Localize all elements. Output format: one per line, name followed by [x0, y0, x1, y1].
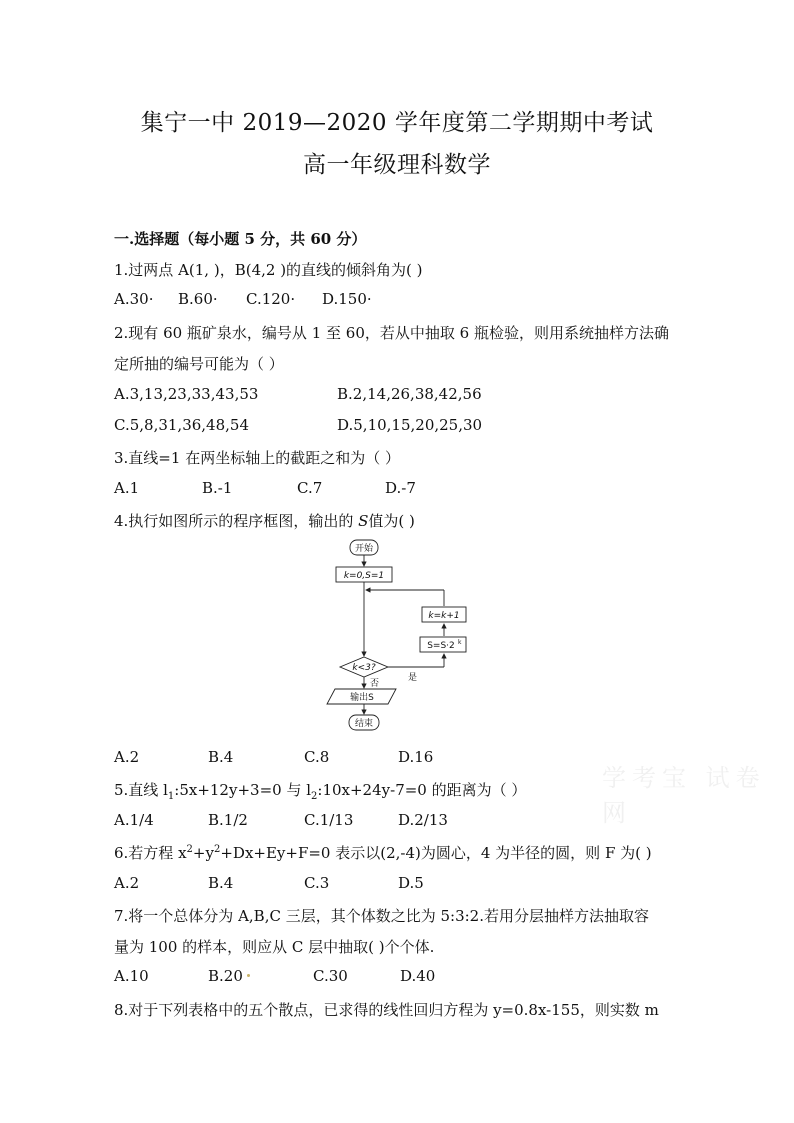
flow-no-label: 否	[370, 679, 380, 689]
q2-option-c: C.5,8,31,36,48,54	[114, 416, 249, 434]
q5-stem-prefix: 5.直线 l	[114, 781, 168, 799]
question-5-stem	[114, 779, 526, 802]
q2-option-b: B.2,14,26,38,42,56	[337, 385, 482, 403]
watermark: 学考宝 试卷网	[602, 764, 766, 827]
q5-subscript-2: 2	[311, 791, 318, 802]
q5-subscript-1: 1	[167, 791, 175, 802]
q4-option-b: B.4	[208, 748, 234, 766]
q5-stem-mid2: :10x+24y-7=0 的距离为（ ）	[317, 781, 527, 799]
q4-stem-post: 值为( )	[368, 512, 415, 530]
q4-stem-pre: 4.执行如图所示的程序框图，输出的	[114, 512, 359, 530]
q7-option-a: A.10	[114, 967, 149, 985]
q7-option-d: D.40	[400, 967, 436, 985]
flow-start-label: 开始	[354, 544, 374, 554]
flow-yes-label: 是	[408, 673, 418, 683]
flow-init-label: k=0,S=1	[343, 571, 385, 581]
exam-subtitle: 高一年级理科数学	[303, 152, 491, 178]
q6-superscript-1: 2	[186, 844, 193, 855]
q2-option-d: D.5,10,15,20,25,30	[337, 416, 483, 434]
q6-option-b: B.4	[208, 874, 234, 892]
q4-option-c: C.8	[304, 748, 330, 766]
q1-option-a: A.30·	[114, 290, 154, 308]
q1-option-c: C.120·	[246, 290, 296, 308]
q4-option-a: A.2	[114, 748, 140, 766]
q3-option-d: D.-7	[385, 479, 416, 497]
q3-option-a: A.1	[114, 479, 140, 497]
flow-s-update-exponent: k	[458, 639, 462, 646]
question-7-stem-line2: 量为 100 的样本，则应从 C 层中抽取( )个个体.	[114, 938, 435, 956]
q5-stem-mid1: :5x+12y+3=0 与 l	[174, 781, 312, 799]
question-3-stem: 3.直线=1 在两坐标轴上的截距之和为（ ）	[114, 449, 400, 467]
q7-option-b: B.20	[208, 967, 243, 985]
q4-option-d: D.16	[398, 748, 434, 766]
q5-option-d: D.2/13	[398, 811, 448, 829]
flow-k-update-label: k=k+1	[428, 611, 460, 621]
q5-option-c: C.1/13	[304, 811, 354, 829]
question-8-stem-line1: 8.对于下列表格中的五个散点，已求得的线性回归方程为 y=0.8x-155，则实数 m	[114, 1001, 659, 1019]
q3-option-b: B.-1	[202, 479, 233, 497]
flow-end-label: 结束	[354, 719, 374, 729]
q1-option-d: D.150·	[322, 290, 372, 308]
q2-option-a: A.3,13,23,33,43,53	[114, 385, 259, 403]
question-1-stem: 1.过两点 A(1, )，B(4,2 )的直线的倾斜角为( )	[114, 261, 423, 279]
question-6-stem	[114, 842, 652, 863]
q6-option-c: C.3	[304, 874, 330, 892]
flow-s-update-label: S=S·2	[427, 641, 455, 651]
q5-option-b: B.1/2	[208, 811, 248, 829]
q7-option-c: C.30	[313, 967, 348, 985]
flow-output-label: 输出S	[350, 693, 374, 703]
question-2-stem-line1: 2.现有 60 瓶矿泉水，编号从 1 至 60，若从中抽取 6 瓶检验，则用系统抽样方法确	[114, 324, 669, 342]
stray-mark	[247, 974, 250, 977]
section-heading: 一.选择题（每小题 5 分，共 60 分）	[114, 230, 367, 248]
q1-option-b: B.60·	[178, 290, 218, 308]
q4-stem-var: S	[358, 512, 369, 530]
exam-title: 集宁一中 2019—2020 学年度第二学期期中考试	[140, 110, 654, 136]
q6-superscript-2: 2	[213, 844, 221, 855]
question-4-stem	[114, 510, 415, 531]
q5-option-a: A.1/4	[114, 811, 154, 829]
q6-option-a: A.2	[114, 874, 140, 892]
program-flowchart	[326, 536, 462, 736]
question-7-stem-line1: 7.将一个总体分为 A,B,C 三层，其个体数之比为 5:3:2.若用分层抽样方法抽取容	[114, 907, 649, 925]
q3-option-c: C.7	[297, 479, 323, 497]
q6-stem-rest: +Dx+Ey+F=0 表示以(2,-4)为圆心，4 为半径的圆，则 F 为( )	[220, 844, 652, 862]
q6-stem-mid: +y	[192, 844, 214, 862]
question-2-stem-line2: 定所抽的编号可能为（ ）	[114, 355, 284, 373]
q6-stem-prefix: 6.若方程 x	[114, 844, 187, 862]
q6-option-d: D.5	[398, 874, 424, 892]
flow-condition-label: k<3?	[352, 663, 376, 673]
